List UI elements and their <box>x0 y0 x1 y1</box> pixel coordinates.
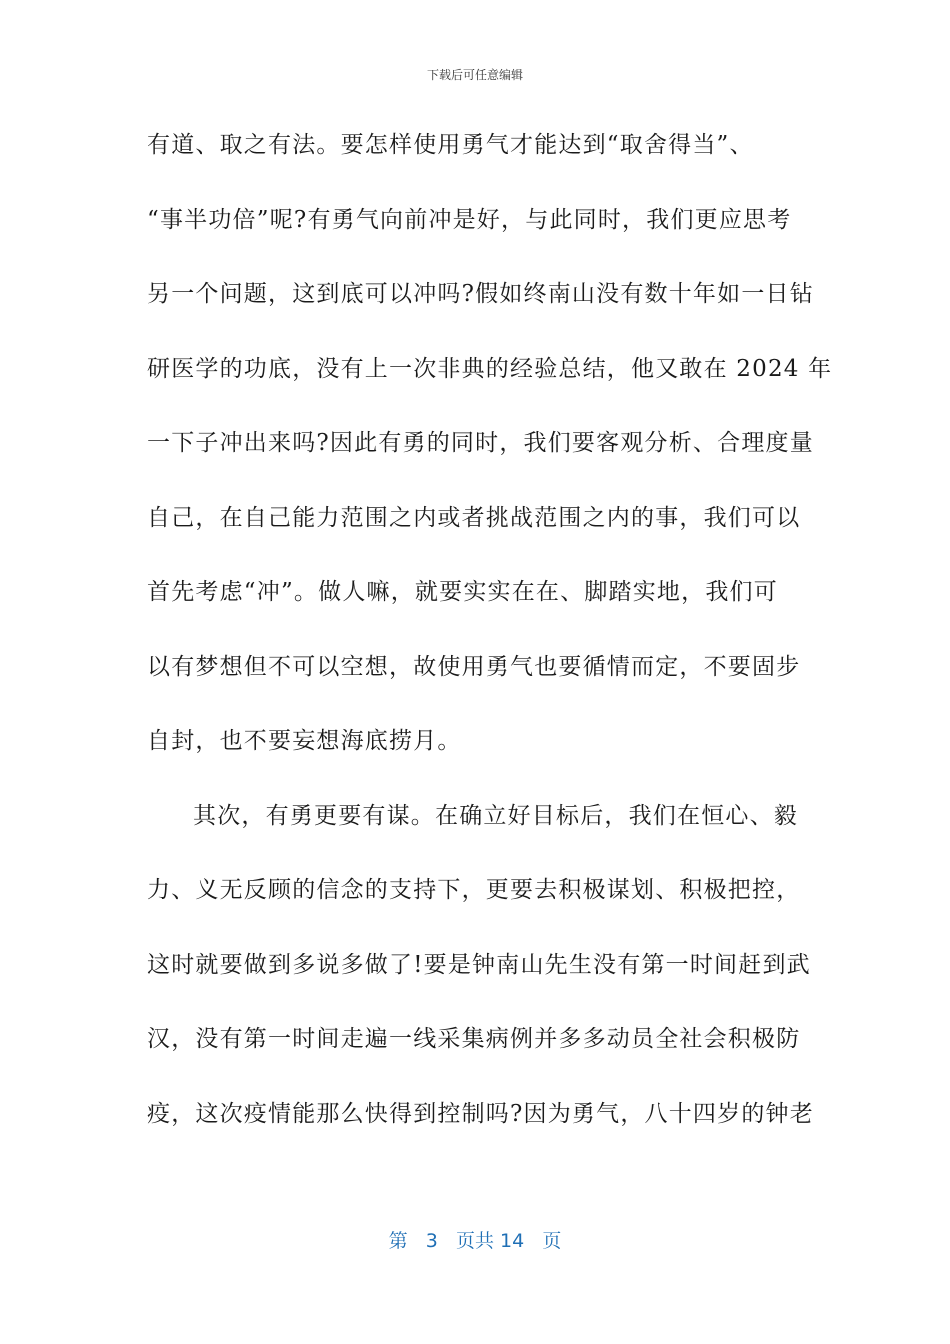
page-label-prefix: 第 <box>388 1230 408 1252</box>
text-line: 有道、取之有法。要怎样使用勇气才能达到“取舍得当”、 <box>147 132 754 158</box>
text-line: 力、义无反顾的信念的支持下，更要去积极谋划、积极把控， <box>147 877 801 903</box>
page-total: 14 <box>500 1230 525 1252</box>
text-line: 另一个问题，这到底可以冲吗?假如终南山没有数十年如一日钻 <box>147 281 814 307</box>
text-line: 自封，也不要妄想海底捞月。 <box>147 728 462 754</box>
page-current: 3 <box>425 1230 438 1252</box>
text-line: 自己，在自己能力范围之内或者挑战范围之内的事，我们可以 <box>147 504 801 531</box>
text-line: “事半功倍”呢?有勇气向前冲是好，与此同时，我们更应思考 <box>147 206 792 233</box>
page-label-suffix: 页 <box>542 1230 562 1252</box>
text-line: 汉，没有第一时间走遍一线采集病例并多多动员全社会积极防 <box>147 1026 801 1052</box>
page-label-middle: 页共 <box>455 1230 494 1252</box>
page-number-footer <box>0 1226 950 1253</box>
text-line: 以有梦想但不可以空想，故使用勇气也要循情而定，不要固步 <box>147 653 801 680</box>
header-note: 下载后可任意编辑 <box>426 68 523 82</box>
text-line: 首先考虑“冲”。做人嘛，就要实实在在、脚踏实地，我们可 <box>147 579 778 605</box>
text-line: 一下子冲出来吗?因此有勇的同时，我们要客观分析、合理度量 <box>147 430 814 456</box>
text-line: 这时就要做到多说多做了!要是钟南山先生没有第一时间赶到武 <box>147 951 811 978</box>
text-line: 研医学的功底，没有上一次非典的经验总结，他又敢在 2024 年 <box>147 355 833 382</box>
body-text <box>147 120 833 1163</box>
text-line: 疫，这次疫情能那么快得到控制吗?因为勇气，八十四岁的钟老 <box>147 1100 814 1127</box>
paragraph-start-line: 其次，有勇更要有谋。在确立好目标后，我们在恒心、毅 <box>193 802 798 829</box>
